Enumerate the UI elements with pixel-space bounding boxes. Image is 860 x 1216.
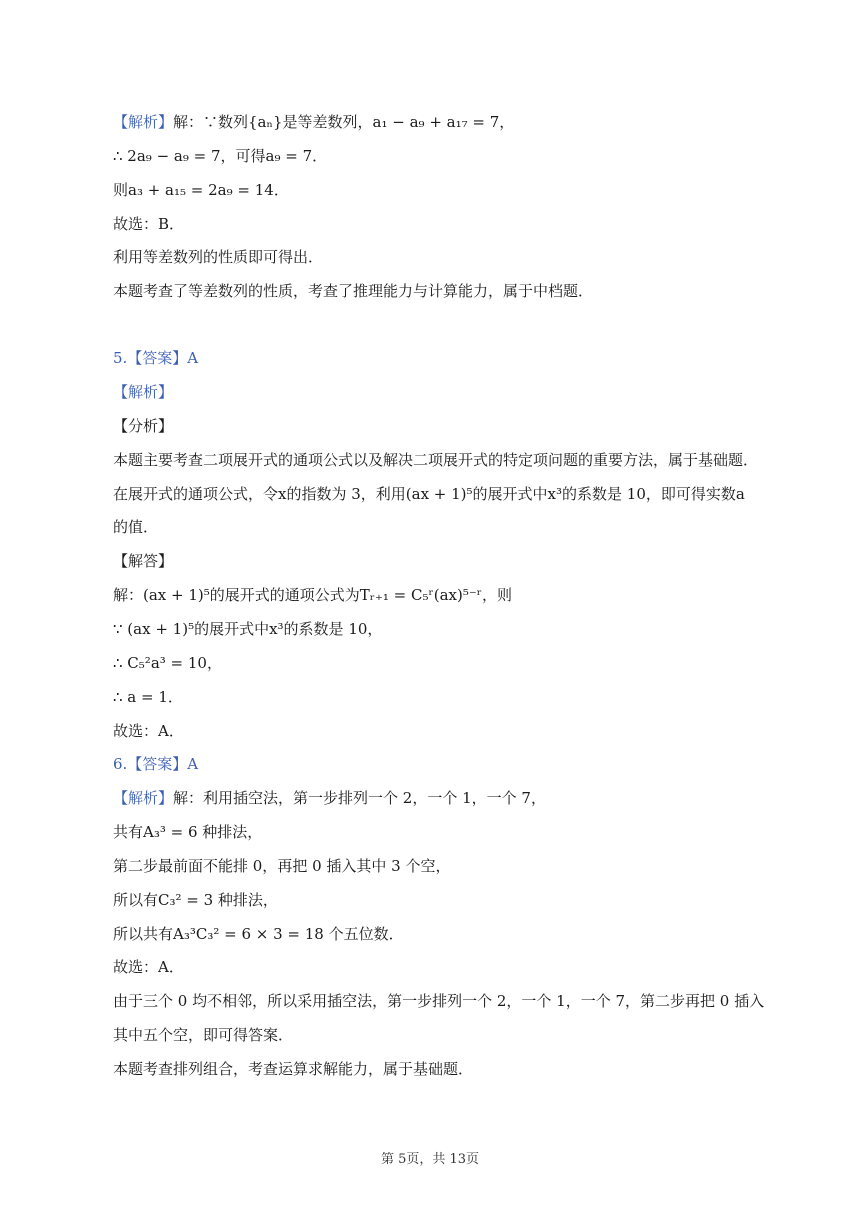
- q5-line-7: ∴ a = 1．: [113, 688, 183, 706]
- q6-line-3: 第二步最前面不能排 0，再把 0 插入其中 3 个空，: [113, 857, 451, 875]
- q5-answer-heading: 5.【答案】A: [113, 349, 199, 367]
- analysis-tag: 【解析】: [113, 789, 174, 807]
- q5-jieda-tag: 【解答】: [113, 552, 174, 570]
- q4-analysis-line-3: 则a₃ + a₁₅ = 2a₉ = 14．: [113, 181, 289, 199]
- q6-line-5: 所以共有A₃³C₃² = 6 × 3 = 18 个五位数．: [113, 925, 404, 943]
- q6-answer-heading: 6.【答案】A: [113, 755, 199, 773]
- q5-line-4: 解：(ax + 1)⁵的展开式的通项公式为Tᵣ₊₁ = C₅ʳ(ax)⁵⁻ʳ，则: [113, 586, 512, 604]
- q4-analysis-line-1: [113, 111, 763, 133]
- analysis-tag: 【解析】: [113, 113, 174, 131]
- q4-choice: 故选：B．: [113, 215, 185, 233]
- q6-analysis-line-1: [113, 787, 763, 809]
- q6-line-4: 所以有C₃² = 3 种排法，: [113, 891, 278, 909]
- q4-line-1-text: 解：∵数列{aₙ}是等差数列，a₁ − a₉ + a₁₇ = 7，: [173, 113, 515, 131]
- q4-summary: 本题考查了等差数列的性质，考查了推理能力与计算能力，属于中档题．: [113, 282, 594, 300]
- q6-line-1-text: 解：利用插空法，第一步排列一个 2，一个 1，一个 7，: [173, 789, 546, 807]
- q5-choice: 故选：A．: [113, 722, 184, 740]
- q4-method: 利用等差数列的性质即可得出．: [113, 248, 324, 266]
- q6-summary: 本题考查排列组合，考查运算求解能力，属于基础题．: [113, 1060, 474, 1078]
- q5-line-1: 本题主要考查二项展开式的通项公式以及解决二项展开式的特定项问题的重要方法，属于基础题．: [113, 451, 759, 469]
- q5-line-3: 的值．: [113, 518, 159, 536]
- q6-line-7: 由于三个 0 均不相邻，所以采用插空法，第一步排列一个 2，一个 1，一个 7，第二步再把 0 插入: [113, 992, 765, 1010]
- q5-line-2: 在展开式的通项公式，令x的指数为 3，利用(ax + 1)⁵的展开式中x³的系数是 10，即可得实数a: [113, 485, 745, 503]
- page-number-footer: 第 5页，共 13页: [380, 1152, 480, 1167]
- q5-line-5: ∵ (ax + 1)⁵的展开式中x³的系数是 10，: [113, 620, 383, 638]
- q5-line-6: ∴ C₅²a³ = 10，: [113, 654, 222, 672]
- q5-fenxi-tag: 【分析】: [113, 417, 174, 435]
- q5-analysis-tag: 【解析】: [113, 383, 174, 401]
- q6-choice: 故选：A．: [113, 958, 184, 976]
- q6-line-8: 其中五个空，即可得答案．: [113, 1026, 294, 1044]
- q4-analysis-line-2: ∴ 2a₉ − a₉ = 7，可得a₉ = 7．: [113, 147, 328, 165]
- q6-line-2: 共有A₃³ = 6 种排法，: [113, 823, 263, 841]
